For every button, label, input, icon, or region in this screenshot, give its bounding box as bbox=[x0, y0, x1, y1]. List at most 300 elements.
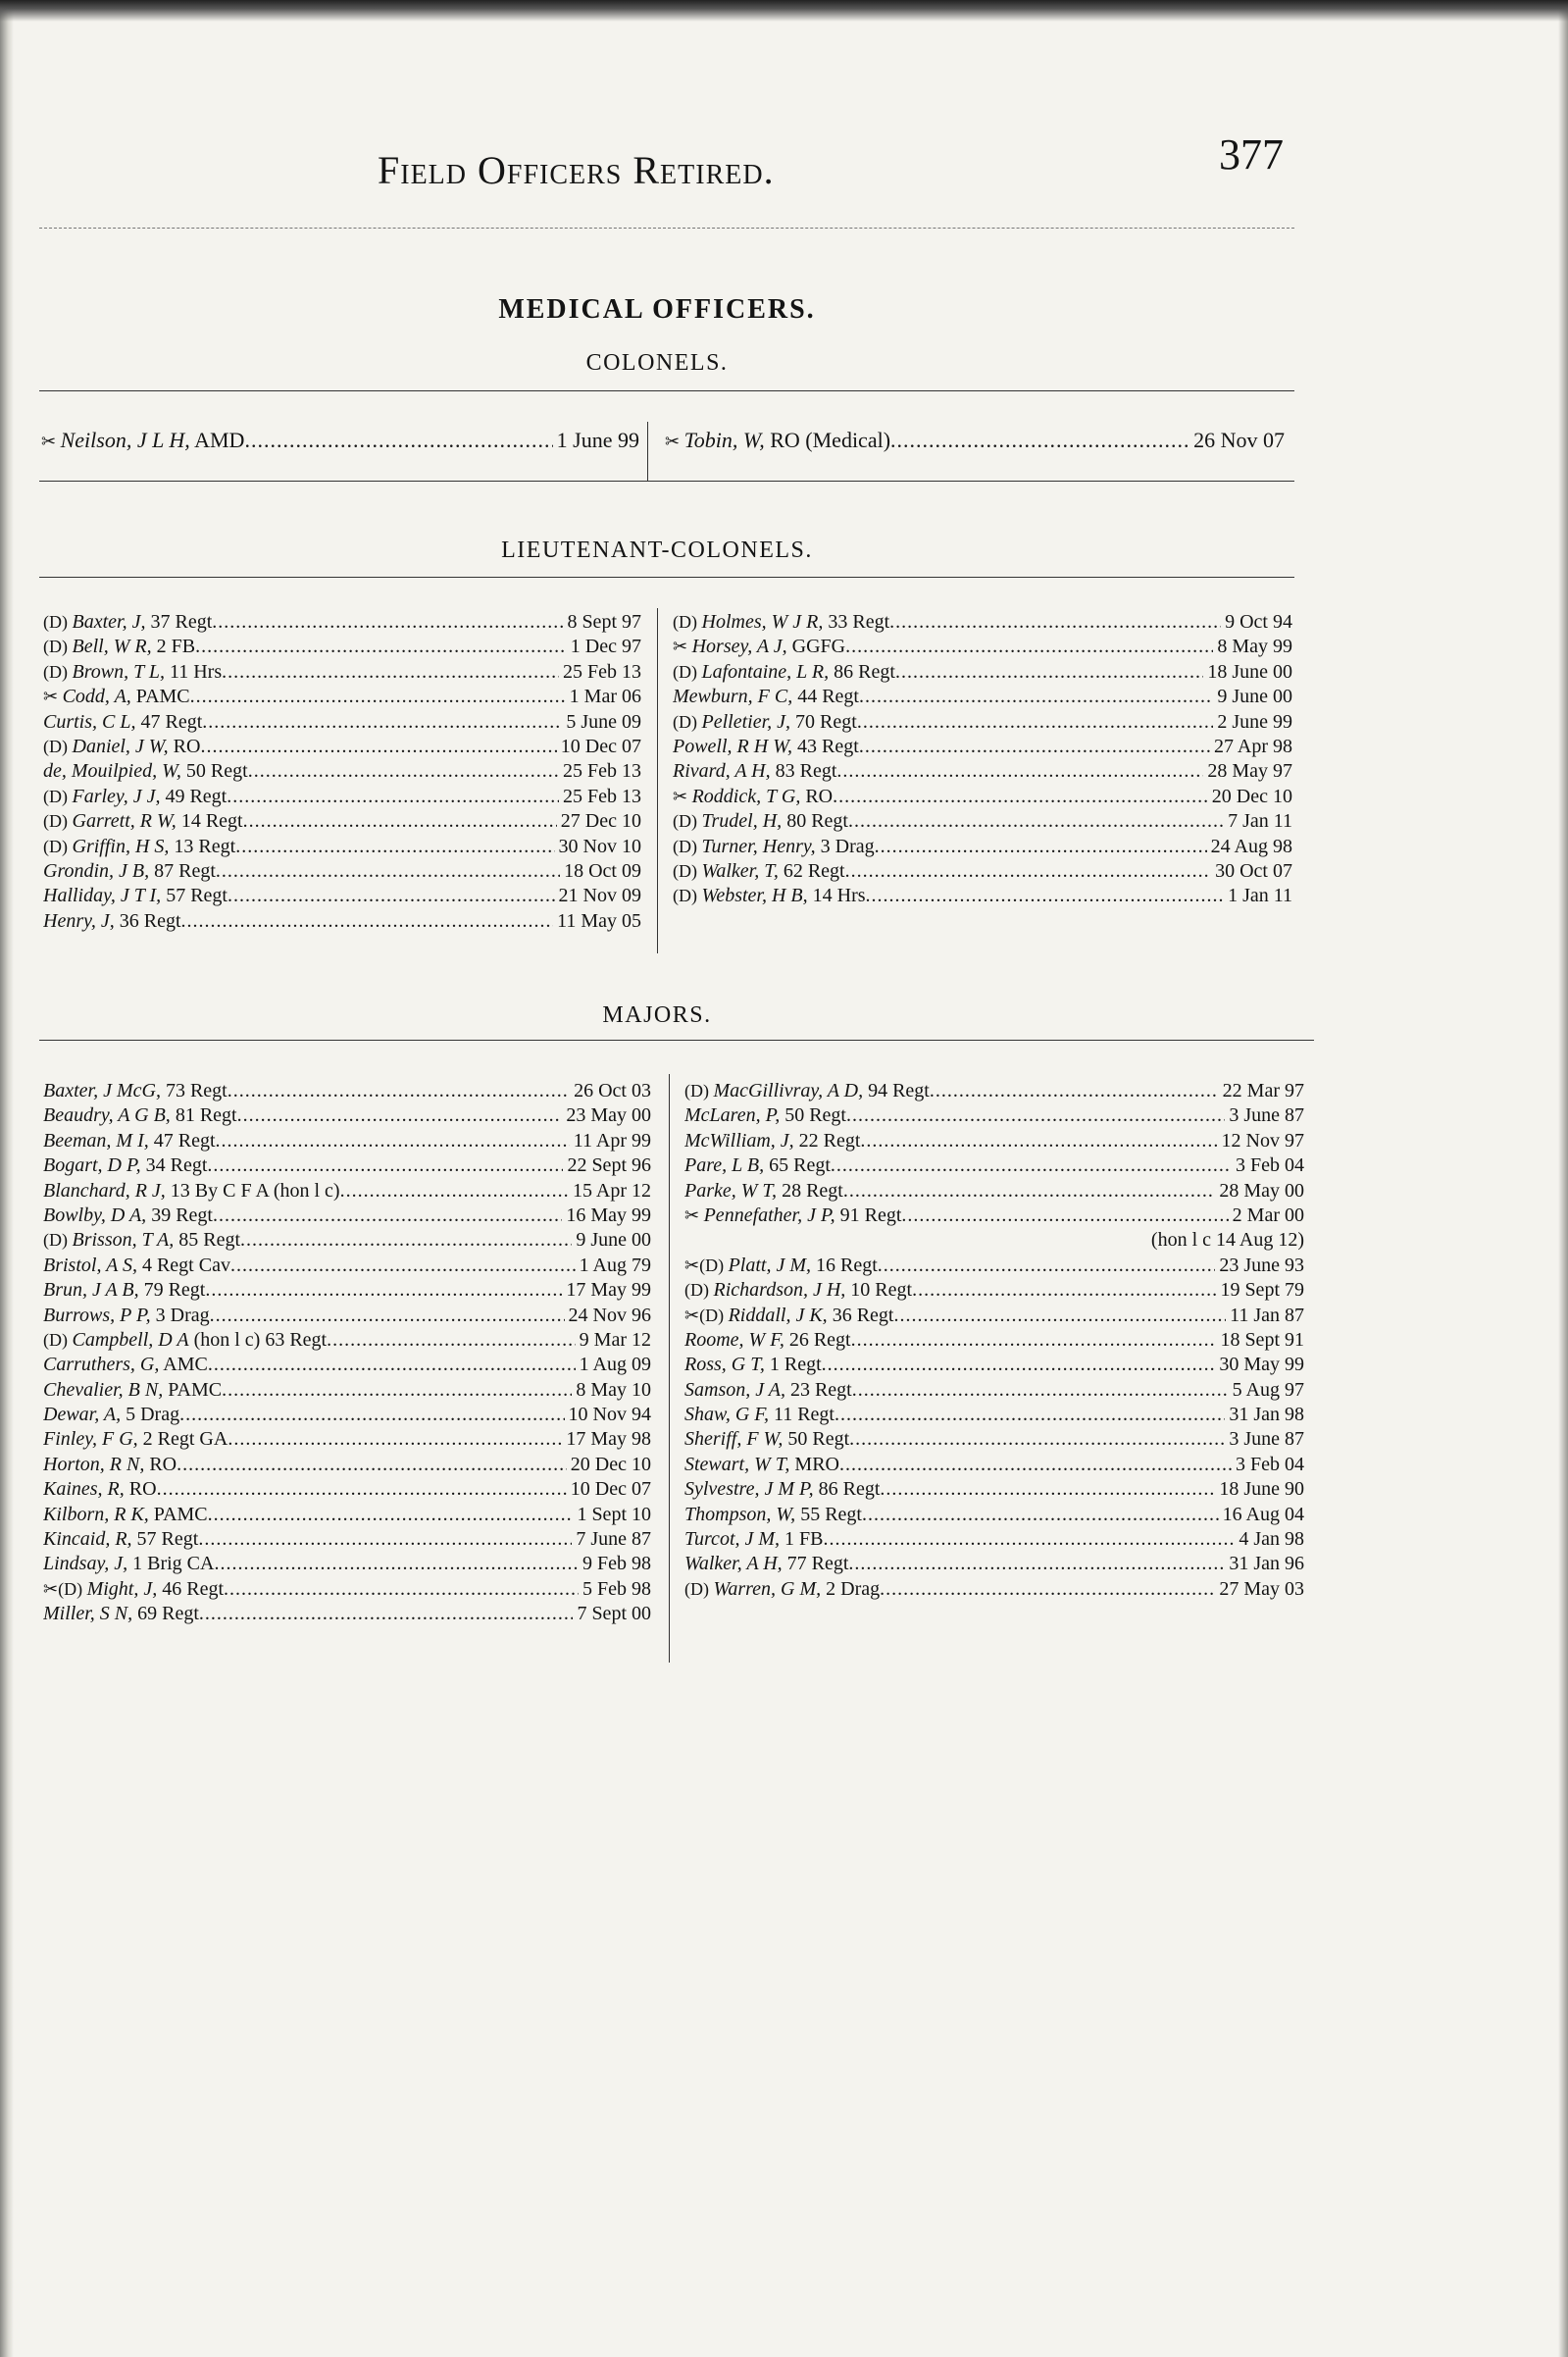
entry-date: 11 Jan 87 bbox=[1230, 1304, 1304, 1326]
officer-unit: 22 Regt bbox=[793, 1129, 861, 1152]
officer-name: de, Mouilpied, W, bbox=[43, 760, 181, 783]
entry-date: 8 May 10 bbox=[576, 1378, 651, 1401]
entry-name bbox=[684, 1103, 1225, 1128]
colonels-heading: COLONELS. bbox=[585, 350, 729, 376]
entry-date: 1 June 99 bbox=[556, 428, 639, 452]
entry-date: 1 Sept 10 bbox=[577, 1503, 651, 1525]
list-entry bbox=[684, 1353, 1304, 1377]
list-entry bbox=[673, 610, 1292, 635]
entry-mark: ✂ bbox=[673, 786, 692, 806]
entry-name bbox=[684, 1304, 1226, 1328]
entry-mark: (D) bbox=[43, 811, 73, 832]
officer-unit: RO bbox=[168, 735, 201, 757]
officer-unit: 28 Regt bbox=[777, 1179, 843, 1202]
officer-name: McLaren, P, bbox=[684, 1104, 781, 1127]
officer-unit: 44 Regt bbox=[792, 686, 859, 708]
majors-top-rule bbox=[39, 1040, 1314, 1041]
officer-name: Beaudry, A G B, bbox=[43, 1104, 171, 1127]
entry-name bbox=[43, 1204, 562, 1228]
entry-mark: (D) bbox=[673, 886, 702, 906]
officer-unit: 46 Regt bbox=[157, 1577, 225, 1600]
officer-unit: 36 Regt bbox=[827, 1304, 894, 1326]
entry-mark: (D) bbox=[684, 1280, 714, 1301]
officer-unit: 77 Regt bbox=[782, 1553, 849, 1575]
list-entry bbox=[673, 635, 1292, 659]
entry-date: 7 Sept 00 bbox=[577, 1603, 651, 1625]
list-entry bbox=[43, 1129, 651, 1153]
list-entry bbox=[684, 1403, 1304, 1427]
list-entry bbox=[43, 1503, 651, 1527]
entry-mark: (D) bbox=[684, 1081, 714, 1101]
officer-name: Parke, W T, bbox=[684, 1179, 778, 1202]
list-entry bbox=[673, 884, 1292, 908]
officer-name: Kaines, R, bbox=[43, 1478, 125, 1501]
entry-date: 12 Nov 97 bbox=[1221, 1129, 1304, 1152]
entry-date: 8 May 99 bbox=[1217, 636, 1292, 658]
entry-date: 25 Feb 13 bbox=[563, 785, 641, 807]
entry-date: 16 Aug 04 bbox=[1222, 1503, 1304, 1525]
officer-unit: 26 Regt bbox=[784, 1328, 851, 1351]
entry-date: 15 Apr 12 bbox=[573, 1179, 651, 1202]
list-entry bbox=[684, 1304, 1304, 1328]
officer-unit: PAMC bbox=[148, 1503, 208, 1525]
entry-name bbox=[673, 735, 1210, 759]
column-divider bbox=[657, 608, 658, 953]
entry-date: 23 June 93 bbox=[1219, 1254, 1304, 1276]
entry-date: 9 June 00 bbox=[1217, 686, 1292, 708]
officer-name: Pennefather, J P, bbox=[703, 1204, 835, 1226]
officer-name: Baxter, J, bbox=[72, 611, 146, 633]
officer-name: Curtis, C L, bbox=[43, 710, 136, 733]
entry-mark: (D) bbox=[43, 661, 73, 682]
list-entry bbox=[673, 759, 1292, 784]
officer-unit: 39 Regt bbox=[146, 1204, 213, 1226]
entry-mark: ✂ bbox=[43, 687, 63, 707]
officer-unit: 73 Regt bbox=[160, 1080, 228, 1102]
officer-name: Codd, A, bbox=[62, 686, 131, 708]
list-entry bbox=[43, 710, 641, 735]
entry-name bbox=[673, 884, 1224, 908]
entry-name bbox=[684, 1527, 1235, 1552]
officer-name: Trudel, H, bbox=[701, 810, 783, 833]
entry-date: 2 June 99 bbox=[1217, 710, 1292, 733]
officer-name: Roome, W F, bbox=[684, 1328, 784, 1351]
officer-unit: 11 Hrs bbox=[164, 660, 223, 683]
list-entry bbox=[684, 1179, 1304, 1204]
entry-name bbox=[684, 1378, 1229, 1403]
officer-unit: 16 Regt bbox=[811, 1254, 878, 1276]
officer-name: Walker, T, bbox=[701, 859, 779, 882]
list-entry bbox=[43, 909, 641, 934]
officer-unit: 4 Regt Cav bbox=[136, 1254, 230, 1276]
officer-unit: 79 Regt bbox=[138, 1279, 206, 1302]
entry-name bbox=[43, 1228, 572, 1253]
entry-date: 3 June 87 bbox=[1229, 1428, 1304, 1451]
officer-name: Warren, G M, bbox=[713, 1577, 822, 1600]
entry-date: 30 May 99 bbox=[1219, 1354, 1304, 1376]
entry-name bbox=[43, 635, 567, 659]
entry-name bbox=[684, 1204, 1229, 1228]
entry-date: 27 May 03 bbox=[1219, 1577, 1304, 1600]
entry-name bbox=[684, 1577, 1215, 1602]
entry-mark: (D) bbox=[673, 612, 702, 632]
officer-unit: 1 FB bbox=[780, 1528, 824, 1551]
entry-name bbox=[41, 428, 553, 452]
list-entry bbox=[43, 1527, 651, 1552]
list-entry bbox=[43, 685, 641, 709]
officer-unit: 2 Drag bbox=[821, 1577, 881, 1600]
entry-date: 19 Sept 79 bbox=[1220, 1279, 1304, 1302]
list-entry bbox=[673, 859, 1292, 884]
officer-unit: 13 Regt bbox=[169, 835, 236, 857]
officer-name: Bogart, D P, bbox=[43, 1154, 141, 1177]
officer-unit: 43 Regt bbox=[792, 735, 859, 757]
list-entry bbox=[43, 1103, 651, 1128]
entry-mark: (D) bbox=[43, 1329, 73, 1350]
entry-date: 24 Aug 98 bbox=[1210, 835, 1292, 857]
officer-unit: PAMC bbox=[130, 686, 190, 708]
entry-name bbox=[43, 785, 559, 809]
officer-unit: 80 Regt bbox=[782, 810, 848, 833]
officer-unit: 85 Regt bbox=[174, 1229, 241, 1252]
officer-unit: 49 Regt bbox=[160, 785, 228, 807]
entry-mark: (D) bbox=[43, 786, 73, 806]
list-entry bbox=[684, 1577, 1304, 1602]
entry-date: 20 Dec 10 bbox=[1211, 785, 1292, 807]
entry-mark: (D) bbox=[43, 1230, 73, 1251]
colonels-left-column bbox=[41, 428, 639, 452]
entry-name bbox=[43, 1477, 567, 1502]
entry-name bbox=[43, 1278, 562, 1303]
entry-mark: ✂ bbox=[41, 432, 61, 451]
list-entry bbox=[43, 1453, 651, 1477]
officer-name: Burrows, P P, bbox=[43, 1304, 151, 1326]
officer-name: Ross, G T, bbox=[684, 1354, 765, 1376]
entry-date: 8 Sept 97 bbox=[567, 611, 641, 633]
officer-name: Samson, J A, bbox=[684, 1378, 785, 1401]
officer-name: Horton, R N, bbox=[43, 1453, 145, 1475]
list-entry bbox=[43, 1353, 651, 1377]
list-entry bbox=[684, 1527, 1304, 1552]
entry-name bbox=[673, 610, 1221, 635]
entry-date: 18 June 90 bbox=[1219, 1478, 1304, 1501]
officer-unit: 57 Regt bbox=[161, 885, 228, 907]
entry-date: 27 Dec 10 bbox=[560, 810, 641, 833]
entry-date: 10 Nov 94 bbox=[568, 1404, 651, 1426]
officer-unit: RO bbox=[124, 1478, 157, 1501]
officer-unit: 81 Regt bbox=[170, 1104, 237, 1127]
entry-date: 17 May 99 bbox=[566, 1279, 651, 1302]
entry-name bbox=[684, 1353, 1215, 1377]
officer-unit: 14 Regt bbox=[176, 810, 243, 833]
entry-date: 30 Nov 10 bbox=[558, 835, 641, 857]
list-entry bbox=[43, 1153, 651, 1178]
entry-name bbox=[684, 1503, 1219, 1527]
entry-mark: ✂ bbox=[673, 637, 692, 657]
officer-unit: 70 Regt bbox=[790, 710, 857, 733]
list-entry bbox=[684, 1278, 1304, 1303]
officer-unit: 1 Brig CA bbox=[127, 1553, 215, 1575]
entry-date: 10 Dec 07 bbox=[570, 1478, 651, 1501]
officer-unit: 94 Regt bbox=[863, 1080, 930, 1102]
officer-name: Carruthers, G, bbox=[43, 1354, 160, 1376]
officer-name: Webster, H B, bbox=[701, 885, 808, 907]
list-entry bbox=[43, 1254, 651, 1278]
list-entry bbox=[43, 1179, 651, 1204]
entry-name bbox=[684, 1328, 1216, 1353]
entry-date: 11 Apr 99 bbox=[573, 1129, 651, 1152]
officer-name: Holmes, W J R, bbox=[701, 611, 824, 633]
officer-name: Platt, J M, bbox=[728, 1254, 812, 1276]
officer-unit: 50 Regt bbox=[180, 760, 248, 783]
entry-name bbox=[43, 884, 555, 908]
list-entry bbox=[43, 1304, 651, 1328]
officer-name: Campbell, D A bbox=[72, 1328, 189, 1351]
entry-name bbox=[43, 1577, 579, 1602]
entry-date: 10 Dec 07 bbox=[560, 735, 641, 757]
entry-name bbox=[43, 1079, 570, 1103]
officer-unit: 86 Regt bbox=[829, 660, 895, 683]
list-entry bbox=[43, 1477, 651, 1502]
entry-mark: (D) bbox=[673, 711, 702, 732]
entry-mark: ✂(D) bbox=[684, 1255, 729, 1275]
officer-name: Bristol, A S, bbox=[43, 1254, 137, 1276]
officer-unit: 65 Regt bbox=[764, 1154, 831, 1177]
entry-date: 1 Jan 11 bbox=[1228, 885, 1292, 907]
entry-name bbox=[684, 1079, 1219, 1103]
entry-name bbox=[43, 1602, 573, 1626]
list-entry bbox=[684, 1129, 1304, 1153]
list-entry bbox=[684, 1079, 1304, 1103]
entry-name bbox=[43, 1552, 579, 1576]
officer-unit: GGFG bbox=[786, 636, 846, 658]
entry-date: 24 Nov 96 bbox=[568, 1304, 651, 1326]
officer-name: Mewburn, F C, bbox=[673, 686, 793, 708]
officer-name: Henry, J, bbox=[43, 909, 115, 932]
entry-name bbox=[43, 1304, 565, 1328]
entry-mark: ✂(D) bbox=[43, 1578, 87, 1599]
entry-name bbox=[43, 660, 559, 685]
officer-unit: (hon l c) 63 Regt bbox=[188, 1328, 328, 1351]
officer-unit: 87 Regt bbox=[149, 859, 216, 882]
officer-name: Lindsay, J, bbox=[43, 1553, 128, 1575]
entry-mark: ✂ bbox=[665, 432, 684, 451]
list-entry bbox=[43, 835, 641, 859]
list-entry bbox=[684, 1103, 1304, 1128]
list-entry bbox=[43, 1602, 651, 1626]
entry-name bbox=[43, 1453, 567, 1477]
list-entry bbox=[684, 1427, 1304, 1452]
entry-mark: ✂(D) bbox=[684, 1305, 729, 1325]
list-entry bbox=[43, 635, 641, 659]
entry-date: 17 May 98 bbox=[566, 1428, 651, 1451]
entry-name bbox=[673, 785, 1208, 809]
entry-date: 11 May 05 bbox=[557, 909, 641, 932]
entry-date: 9 Feb 98 bbox=[582, 1553, 651, 1575]
officer-name: Turcot, J M, bbox=[684, 1528, 781, 1551]
officer-unit: 36 Regt bbox=[114, 909, 181, 932]
lt-colonels-left-column bbox=[43, 610, 641, 934]
list-entry bbox=[684, 1378, 1304, 1403]
officer-unit: 1 Regt bbox=[764, 1354, 822, 1376]
entry-date: 21 Nov 09 bbox=[558, 885, 641, 907]
running-head: Field Officers Retired. bbox=[378, 148, 775, 192]
officer-name: Kilborn, R K, bbox=[43, 1503, 149, 1525]
entry-name bbox=[43, 759, 559, 784]
entry-date: 31 Jan 98 bbox=[1229, 1404, 1304, 1426]
officer-unit: 62 Regt bbox=[778, 859, 845, 882]
officer-unit: 57 Regt bbox=[131, 1528, 199, 1551]
list-entry bbox=[684, 1453, 1304, 1477]
officer-unit: 47 Regt bbox=[148, 1129, 216, 1152]
section-title: MEDICAL OFFICERS. bbox=[498, 294, 816, 325]
entry-name bbox=[673, 859, 1211, 884]
officer-name: Horsey, A J, bbox=[691, 636, 787, 658]
entry-name bbox=[43, 809, 557, 834]
officer-name: Sheriff, F W, bbox=[684, 1428, 784, 1451]
list-entry bbox=[43, 809, 641, 834]
page-edge-shadow bbox=[1558, 0, 1568, 2357]
officer-name: Baxter, J McG, bbox=[43, 1080, 161, 1102]
officer-name: Farley, J J, bbox=[72, 785, 161, 807]
entry-name bbox=[673, 710, 1213, 735]
entry-name bbox=[684, 1179, 1215, 1204]
entry-date: 28 May 00 bbox=[1219, 1179, 1304, 1202]
colonels-top-rule bbox=[39, 390, 1294, 391]
entry-date: 9 Mar 12 bbox=[579, 1328, 651, 1351]
list-entry bbox=[43, 1328, 651, 1353]
list-entry bbox=[43, 1079, 651, 1103]
entry-date: 22 Sept 96 bbox=[567, 1154, 651, 1177]
officer-unit: 3 Drag bbox=[815, 835, 875, 857]
majors-right-column bbox=[684, 1079, 1304, 1602]
officer-name: Might, J, bbox=[86, 1577, 158, 1600]
officer-name: Sylvestre, J M P, bbox=[684, 1478, 814, 1501]
officer-name: Roddick, T G, bbox=[691, 785, 801, 807]
officer-unit: 10 Regt bbox=[845, 1279, 913, 1302]
list-entry bbox=[43, 884, 641, 908]
entry-name bbox=[684, 1129, 1218, 1153]
lt-colonels-right-column bbox=[673, 610, 1292, 909]
list-entry bbox=[43, 1427, 651, 1452]
officer-unit: 13 By C F A (hon l c) bbox=[165, 1179, 340, 1202]
entry-name bbox=[673, 635, 1213, 659]
entry-date: 4 Jan 98 bbox=[1239, 1528, 1304, 1551]
list-entry bbox=[665, 428, 1285, 452]
list-entry bbox=[41, 428, 639, 452]
list-entry bbox=[673, 710, 1292, 735]
officer-unit: 14 Hrs bbox=[807, 885, 866, 907]
list-entry bbox=[684, 1503, 1304, 1527]
entry-name bbox=[673, 809, 1224, 834]
officer-name: Finley, F G, bbox=[43, 1428, 138, 1451]
entry-date: 5 June 09 bbox=[566, 710, 641, 733]
officer-name: Brisson, T A, bbox=[72, 1229, 175, 1252]
entry-mark: (D) bbox=[43, 637, 73, 657]
officer-unit: 91 Regt bbox=[835, 1204, 902, 1226]
officer-name: Powell, R H W, bbox=[673, 735, 793, 757]
list-entry bbox=[43, 1228, 651, 1253]
entry-name bbox=[43, 909, 553, 934]
entry-name bbox=[684, 1254, 1215, 1278]
list-entry bbox=[43, 785, 641, 809]
officer-unit: 50 Regt bbox=[780, 1104, 846, 1127]
entry-name bbox=[43, 685, 566, 709]
majors-left-column bbox=[43, 1079, 651, 1627]
list-entry bbox=[43, 1204, 651, 1228]
officer-name: Kincaid, R, bbox=[43, 1528, 132, 1551]
entry-name bbox=[684, 1228, 1147, 1253]
officer-name: Turner, Henry, bbox=[701, 835, 816, 857]
officer-unit: 55 Regt bbox=[795, 1503, 862, 1525]
entry-date: 25 Feb 13 bbox=[563, 760, 641, 783]
entry-date: 5 Feb 98 bbox=[582, 1577, 651, 1600]
officer-unit: 3 Drag bbox=[150, 1304, 210, 1326]
list-entry bbox=[43, 735, 641, 759]
entry-mark: (D) bbox=[43, 836, 73, 856]
entry-date: 23 May 00 bbox=[566, 1104, 651, 1127]
entry-date: (hon l c 14 Aug 12) bbox=[1150, 1229, 1304, 1252]
list-entry bbox=[43, 1278, 651, 1303]
entry-date: 7 Jan 11 bbox=[1228, 810, 1292, 833]
list-entry bbox=[673, 835, 1292, 859]
officer-name: Pelletier, J, bbox=[701, 710, 791, 733]
lt-colonels-heading: LIEUTENANT-COLONELS. bbox=[501, 538, 813, 563]
entry-name bbox=[673, 685, 1213, 709]
officer-name: Bell, W R, bbox=[72, 636, 152, 658]
officer-name: Shaw, G F, bbox=[684, 1404, 769, 1426]
entry-name bbox=[43, 1129, 570, 1153]
entry-name bbox=[43, 1527, 572, 1552]
officer-unit: PAMC bbox=[163, 1378, 223, 1401]
officer-name: McWilliam, J, bbox=[684, 1129, 794, 1152]
entry-date: 3 Feb 04 bbox=[1236, 1453, 1304, 1475]
list-entry bbox=[684, 1477, 1304, 1502]
entry-date: 30 Oct 07 bbox=[1215, 859, 1292, 882]
entry-date: 18 Oct 09 bbox=[564, 859, 641, 882]
entry-date: 31 Jan 96 bbox=[1229, 1553, 1304, 1575]
entry-name bbox=[43, 1427, 562, 1452]
list-entry bbox=[684, 1228, 1304, 1253]
entry-mark: (D) bbox=[43, 736, 73, 756]
list-entry bbox=[673, 685, 1292, 709]
entry-date: 3 June 87 bbox=[1229, 1104, 1304, 1127]
list-entry bbox=[684, 1153, 1304, 1178]
entry-date: 25 Feb 13 bbox=[563, 660, 641, 683]
officer-unit: 33 Regt bbox=[823, 611, 890, 633]
entry-name bbox=[673, 660, 1203, 685]
entry-mark: (D) bbox=[684, 1578, 714, 1599]
officer-unit: 11 Regt bbox=[768, 1404, 835, 1426]
officer-name: Griffin, H S, bbox=[72, 835, 170, 857]
entry-name bbox=[673, 759, 1203, 784]
officer-name: Beeman, M I, bbox=[43, 1129, 149, 1152]
entry-name bbox=[684, 1403, 1225, 1427]
officer-name: Bowlby, D A, bbox=[43, 1204, 147, 1226]
entry-mark: (D) bbox=[673, 860, 702, 881]
entry-name bbox=[43, 710, 562, 735]
entry-mark: (D) bbox=[43, 612, 73, 632]
officer-unit: RO bbox=[800, 785, 834, 807]
entry-date: 9 Oct 94 bbox=[1225, 611, 1292, 633]
list-entry bbox=[673, 660, 1292, 685]
list-entry bbox=[43, 610, 641, 635]
officer-name: MacGillivray, A D, bbox=[713, 1080, 864, 1102]
officer-unit: AMD bbox=[189, 428, 245, 452]
officer-name: Grondin, J B, bbox=[43, 859, 150, 882]
entry-date: 22 Mar 97 bbox=[1222, 1080, 1304, 1102]
entry-date: 26 Nov 07 bbox=[1193, 428, 1285, 452]
